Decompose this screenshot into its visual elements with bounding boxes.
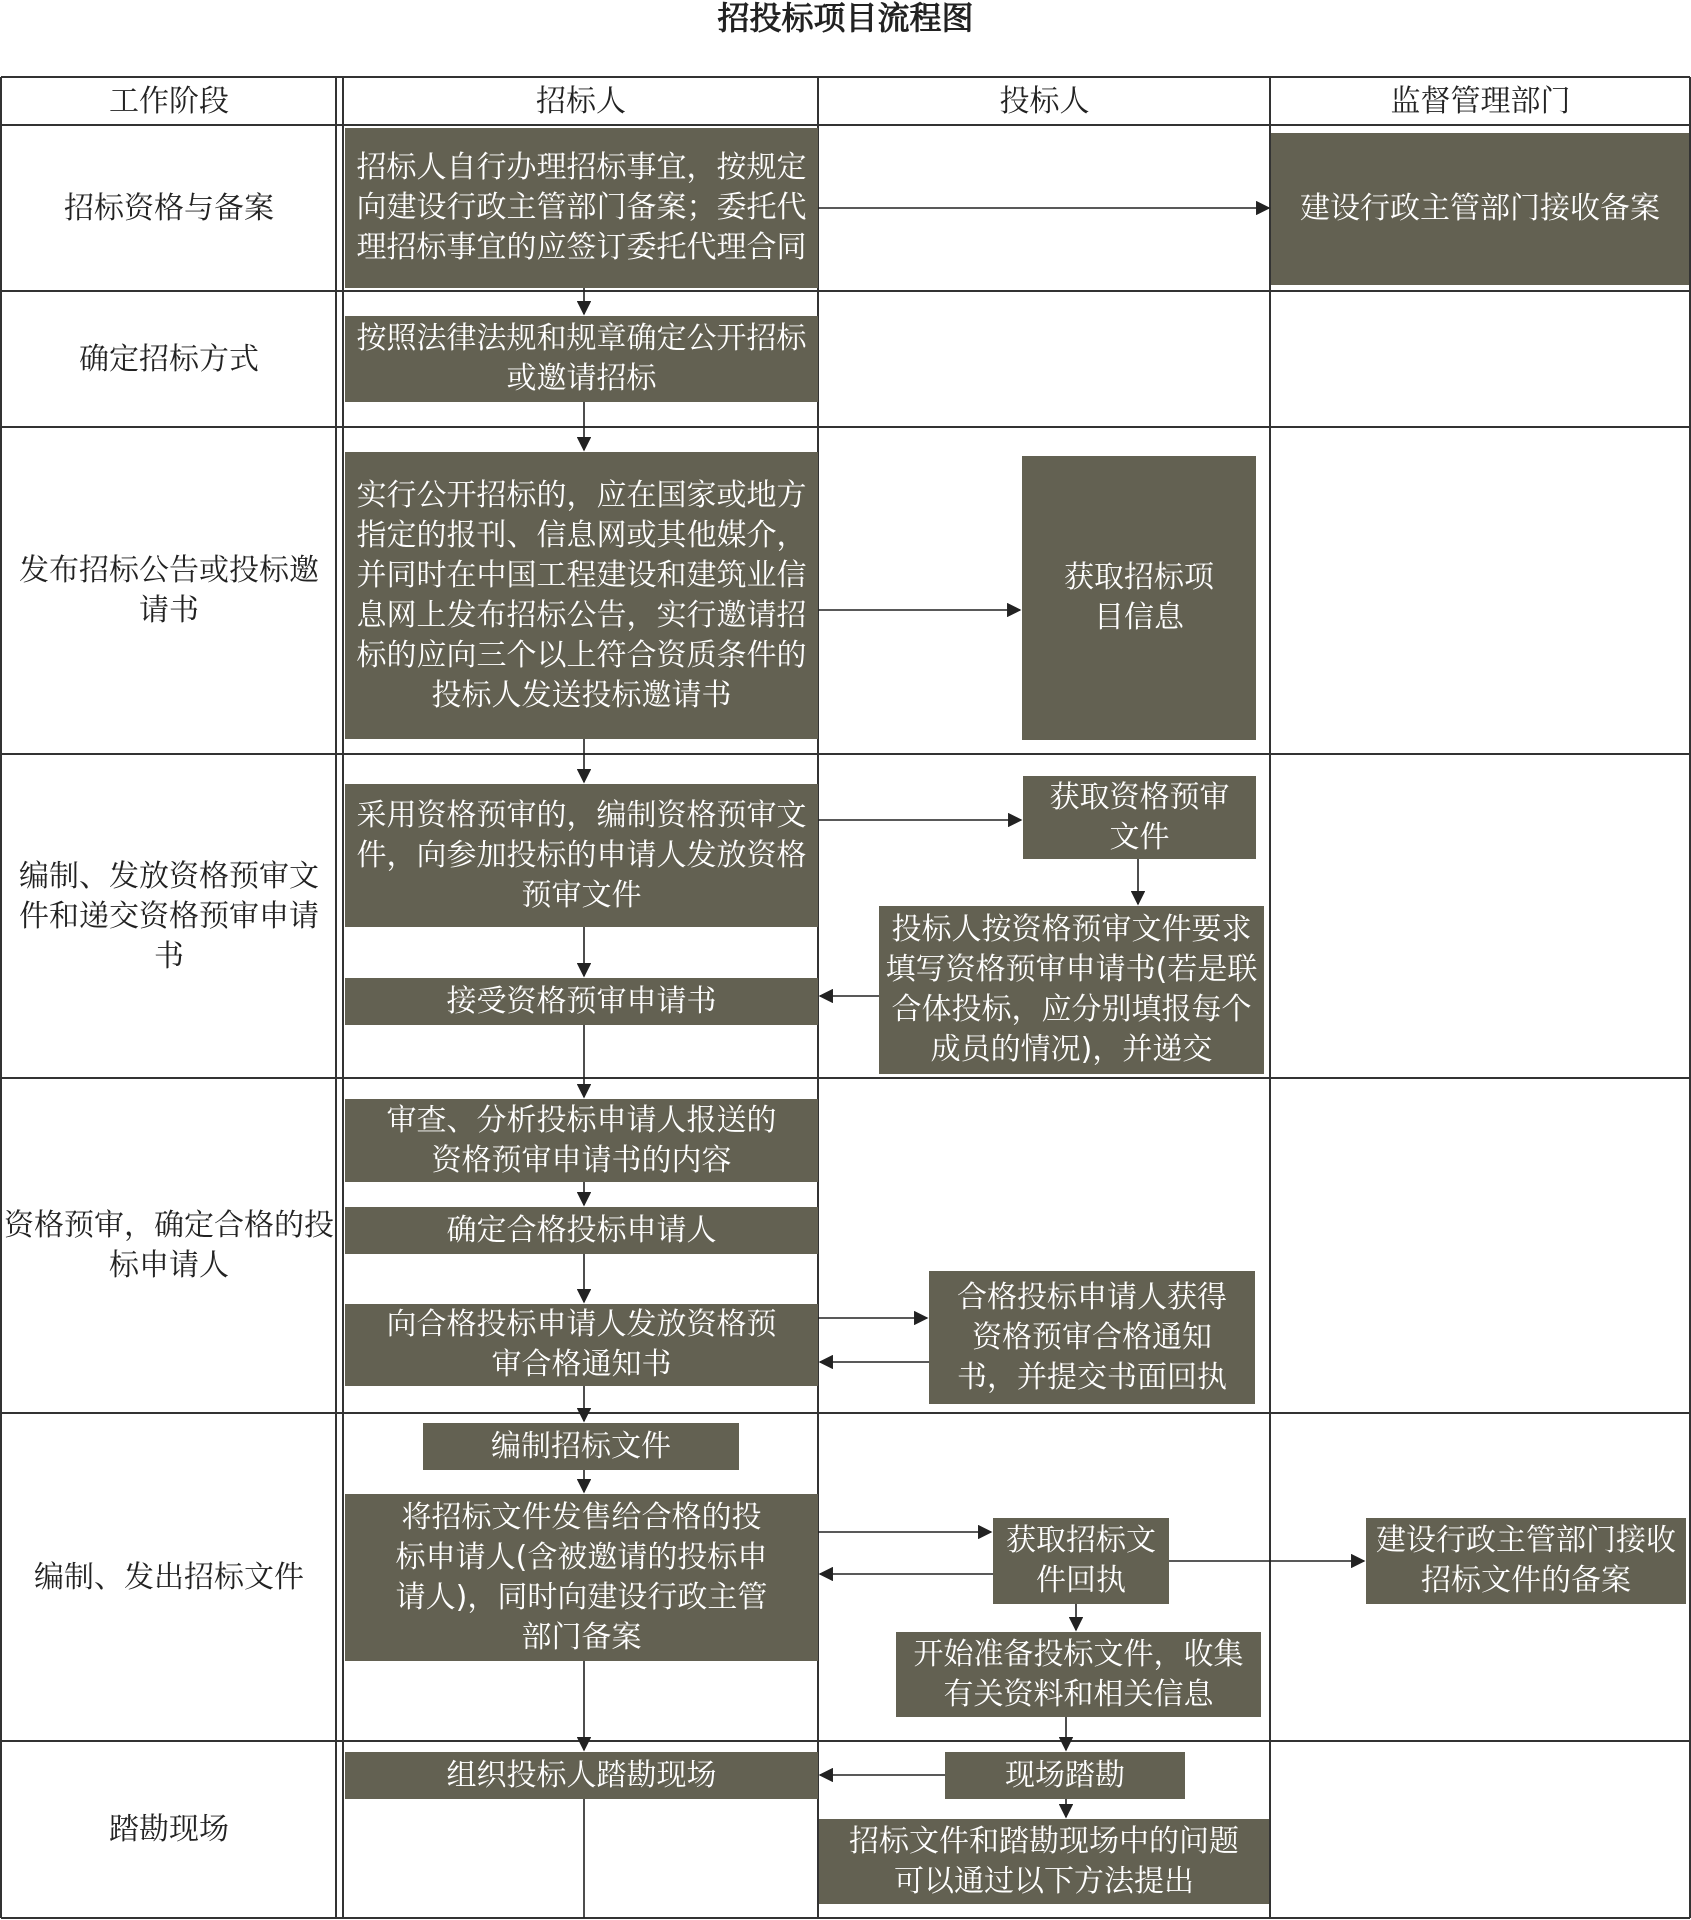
stage-label: 编制、发放资格预审文件和递交资格预审申请书 — [19, 858, 319, 974]
flow-box-prepare-bidding-docs: 编制招标文件 — [423, 1423, 739, 1470]
stage-label: 踏勘现场 — [109, 1812, 229, 1847]
header-tenderer: 招标人 — [536, 83, 626, 119]
flow-box-review-application: 审查、分析投标申请人报送的资格预审申请书的内容 — [345, 1099, 818, 1182]
flow-box-supervisor-receive-bidding-docs: 建设行政主管部门接收招标文件的备案 — [1366, 1518, 1686, 1604]
flow-box-accept-prequal-application: 接受资格预审申请书 — [345, 978, 818, 1025]
flow-box-qualified-applicants: 确定合格投标申请人 — [345, 1207, 818, 1254]
flow-box-determine-method: 按照法律法规和规章确定公开招标或邀请招标 — [345, 316, 818, 402]
stage-label: 发布招标公告或投标邀请书 — [19, 553, 319, 628]
stage-label: 确定招标方式 — [79, 341, 259, 377]
flow-box-prepare-prequal-docs: 采用资格预审的，编制资格预审文件，向参加投标的申请人发放资格预审文件 — [345, 784, 818, 927]
flow-box-get-bidding-docs-receipt: 获取招标文件回执 — [993, 1518, 1169, 1604]
flow-box-tenderer-filing: 招标人自行办理招标事宜，按规定向建设行政主管部门备案；委托代理招标事宜的应签订委托代理合同 — [345, 128, 818, 288]
header-stage: 工作阶段 — [109, 83, 229, 119]
flow-box-receive-qualification-notice: 合格投标申请人获得资格预审合格通知书，并提交书面回执 — [929, 1271, 1255, 1404]
stage-label: 招标资格与备案 — [64, 190, 274, 226]
flow-box-site-visit: 现场踏勘 — [945, 1752, 1185, 1799]
flow-box-supervisor-receive-filing: 建设行政主管部门接收备案 — [1271, 133, 1689, 285]
header-supervisor: 监督管理部门 — [1390, 83, 1571, 119]
flow-box-publish-notice: 实行公开招标的，应在国家或地方指定的报刊、信息网或其他媒介，并同时在中国工程建设和建筑业信息网上发布招标公告，实行邀请招标的应向三个以上符合资质条件的投标人发送投标邀请书 — [345, 452, 818, 739]
stage-label: 资格预审，确定合格的投标申请人 — [4, 1208, 334, 1283]
stage-label: 编制、发出招标文件 — [34, 1559, 304, 1595]
flow-box-get-prequal-docs: 获取资格预审文件 — [1023, 776, 1256, 859]
flow-box-organize-site-visit: 组织投标人踏勘现场 — [345, 1752, 818, 1799]
flow-box-submit-prequal-application: 投标人按资格预审文件要求填写资格预审申请书(若是联合体投标，应分别填报每个成员的情况)，并递交 — [879, 906, 1264, 1074]
flow-box-start-preparing-bid: 开始准备投标文件，收集有关资料和相关信息 — [896, 1632, 1261, 1717]
page-title: 招投标项目流程图 — [717, 0, 974, 37]
flow-box-send-qualification-notice: 向合格投标申请人发放资格预审合格通知书 — [345, 1304, 818, 1386]
flow-box-raise-questions: 招标文件和踏勘现场中的问题可以通过以下方法提出 — [819, 1819, 1269, 1904]
flow-box-sell-bidding-docs: 将招标文件发售给合格的投标申请人(含被邀请的投标申请人)，同时向建设行政主管部门备案 — [345, 1494, 818, 1661]
header-bidder: 投标人 — [999, 83, 1090, 119]
flow-box-get-project-info: 获取招标项目信息 — [1022, 456, 1256, 740]
